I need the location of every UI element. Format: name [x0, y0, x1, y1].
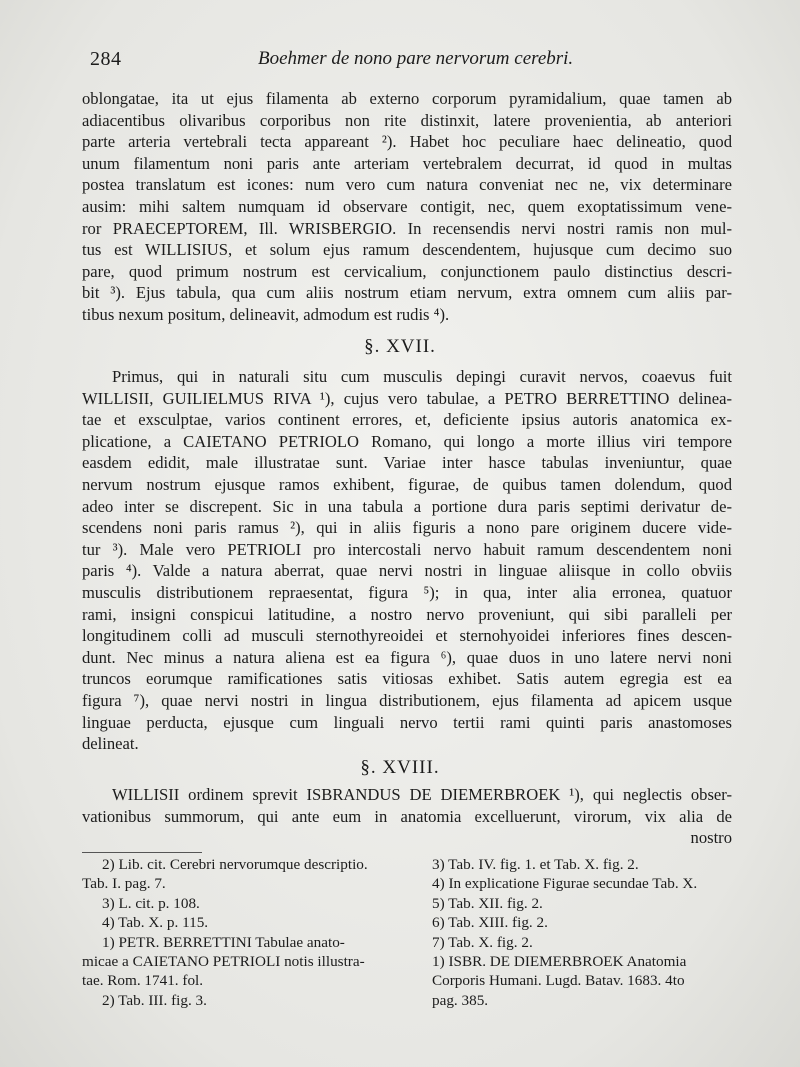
footnotes: [82, 855, 742, 1035]
footnote: 3) Tab. IV. fig. 1. et Tab. X. fig. 2.: [432, 856, 639, 873]
footnote: 2) Lib. cit. Cerebri nervorumque descriptio.: [102, 856, 368, 873]
footnote: Corporis Humani. Lugd. Batav. 1683. 4to: [432, 972, 685, 990]
footnotes-left-column: [82, 855, 412, 1010]
text-line: oblongatae, ita ut ejus filamenta ab externo corporum pyramidalium, quae tamen ab: [82, 89, 732, 108]
text-line: tus est WILLISIUS, et solum ejus ramum descendentem, hujusque cum decimo suo: [82, 240, 732, 260]
text-line: parte arteria vertebrali tecta appareant ²). Habet hoc peculiare haec delineatio, quod: [82, 132, 732, 152]
footnote: 7) Tab. X. fig. 2.: [432, 933, 533, 951]
text-line: unum filamentum noni paris ante arteriam vertebralem decurrat, id quod in multas: [82, 153, 732, 173]
text-line: longitudinem colli ad musculi sternothyreoidei et sternohyoidei inferiores fines descen-: [82, 626, 732, 646]
text-line: vationibus summorum, qui ante eum in anatomia excelluerunt, virorum, vix alia de: [82, 806, 732, 826]
text-line: adeo inter se discrepent. Sic in una tabula a portione dura paris septimi derivatur de-: [82, 496, 732, 516]
text-line: pare, quod primum nostrum est cervicalium, conjunctionem paulo distinctius descri-: [82, 261, 732, 281]
text-line: tur ³). Male vero PETRIOLI pro intercostali nervo habuit ramum descendentem noni: [82, 539, 732, 559]
text-line: bit ³). Ejus tabula, qua cum aliis nostrum etiam nervum, extra omnem cum aliis par-: [82, 283, 732, 303]
text-line: tibus nexum positum, delineavit, admodum est rudis ⁴).: [82, 304, 450, 324]
text-line: postea translatum est icones: num vero cum natura conveniat nec ne, vix determinare: [82, 175, 732, 195]
footnote: 4) Tab. X. p. 115.: [102, 914, 209, 932]
text-line: delineat.: [82, 734, 139, 754]
text-line: adiacentibus olivaribus corporibus non rite distinxit, latere provenientia, ab anteriori: [82, 110, 732, 130]
text-line: linguae perducta, ejusque cum linguali nervo tertii rami quinti paris anastomoses: [82, 712, 732, 732]
footnote: 5) Tab. XII. fig. 2.: [432, 894, 543, 912]
footnote: 2) Tab. III. fig. 3.: [102, 991, 207, 1009]
paragraph-section-17: [82, 366, 732, 755]
text-line: tae et exsculptae, varios continent errores, et, deficiente ipsius autoris anatomica ex-: [82, 410, 732, 430]
footnote: 3) L. cit. p. 108.: [102, 894, 200, 912]
text-line: WILLISII ordinem sprevit ISBRANDUS DE DIEMERBROEK ¹), qui neglectis obser-: [112, 785, 732, 804]
text-line: figura ⁷), quae nervi nostri in lingua distributionem, ejus filamenta ad apicem usque: [82, 690, 732, 710]
footnote: 6) Tab. XIII. fig. 2.: [432, 914, 548, 932]
text-line: dunt. Nec minus a natura aliena est ea figura ⁶), quae duos in uno latere nervi noni: [82, 647, 732, 667]
page-number: 284: [90, 48, 122, 70]
footnote: 4) In explicatione Figurae secundae Tab. X.: [432, 875, 698, 893]
paragraph-section-18: [82, 784, 732, 849]
text-line: plicatione, a CAIETANO PETRIOLO Romano, qui longo a morte illius viri tempore: [82, 431, 732, 451]
footnotes-right-column: [432, 855, 742, 1010]
footnote: 1) PETR. BERRETTINI Tabulae anato-: [102, 933, 345, 951]
text-line: Primus, qui in naturali situ cum musculis depingi curavit nervos, coaevus fuit: [112, 367, 732, 386]
text-line: truncos eorumque ramificationes satis vitiosas exhibet. Satis autem egregia est ea: [82, 669, 732, 689]
text-line: WILLISII, GUILIELMUS RIVA ¹), cujus vero tabulae, a PETRO BERRETTINO delinea-: [82, 388, 732, 408]
text-line: musculis distributionem repraesentat, figura ⁵); in qua, inter alia erronea, quatuor: [82, 582, 732, 602]
page-header: [90, 44, 730, 74]
footnote: pag. 385.: [432, 991, 489, 1009]
text-line: ausim: mihi saltem numquam id observare contigit, nec, quem exoptatissimum vene-: [82, 196, 732, 216]
paragraph-intro: [82, 88, 732, 326]
footnote: tae. Rom. 1741. fol.: [82, 972, 204, 990]
running-title: Boehmer de nono pare nervorum cerebri.: [258, 48, 574, 69]
footnote: Tab. I. pag. 7.: [82, 875, 166, 893]
text-line: paris ⁴). Valde a natura aberrat, quae nervi nostri in linguae aliisque in collo obviis: [82, 561, 732, 581]
section-heading-17: §. XVII.: [364, 336, 436, 357]
text-line: nervum nostrum ejusque ramos exhibent, figurae, de quibus tamen dolendum, quod: [82, 474, 732, 494]
footnote-rule: [82, 852, 202, 853]
section-heading-18: §. XVIII.: [360, 757, 440, 778]
text-line: rami, insigni conspicui latitudine, a nostro nervo proveniunt, qui sibi paralleli per: [82, 604, 732, 624]
catchword: nostro: [690, 828, 732, 848]
footnote: micae a CAIETANO PETRIOLI notis illustra-: [82, 953, 365, 971]
text-line: easdem edidit, male illustratae sunt. Variae inter hasce tabulas inveniuntur, quae: [82, 453, 732, 473]
footnote: 1) ISBR. DE DIEMERBROEK Anatomia: [432, 953, 687, 971]
text-line: ror PRAECEPTOREM, Ill. WRISBERGIO. In recensendis nervi nostri ramis non mul-: [82, 218, 732, 238]
text-line: scendens noni paris ramus ²), qui in aliis figuris a nono pare originem ducere vide-: [82, 518, 732, 538]
